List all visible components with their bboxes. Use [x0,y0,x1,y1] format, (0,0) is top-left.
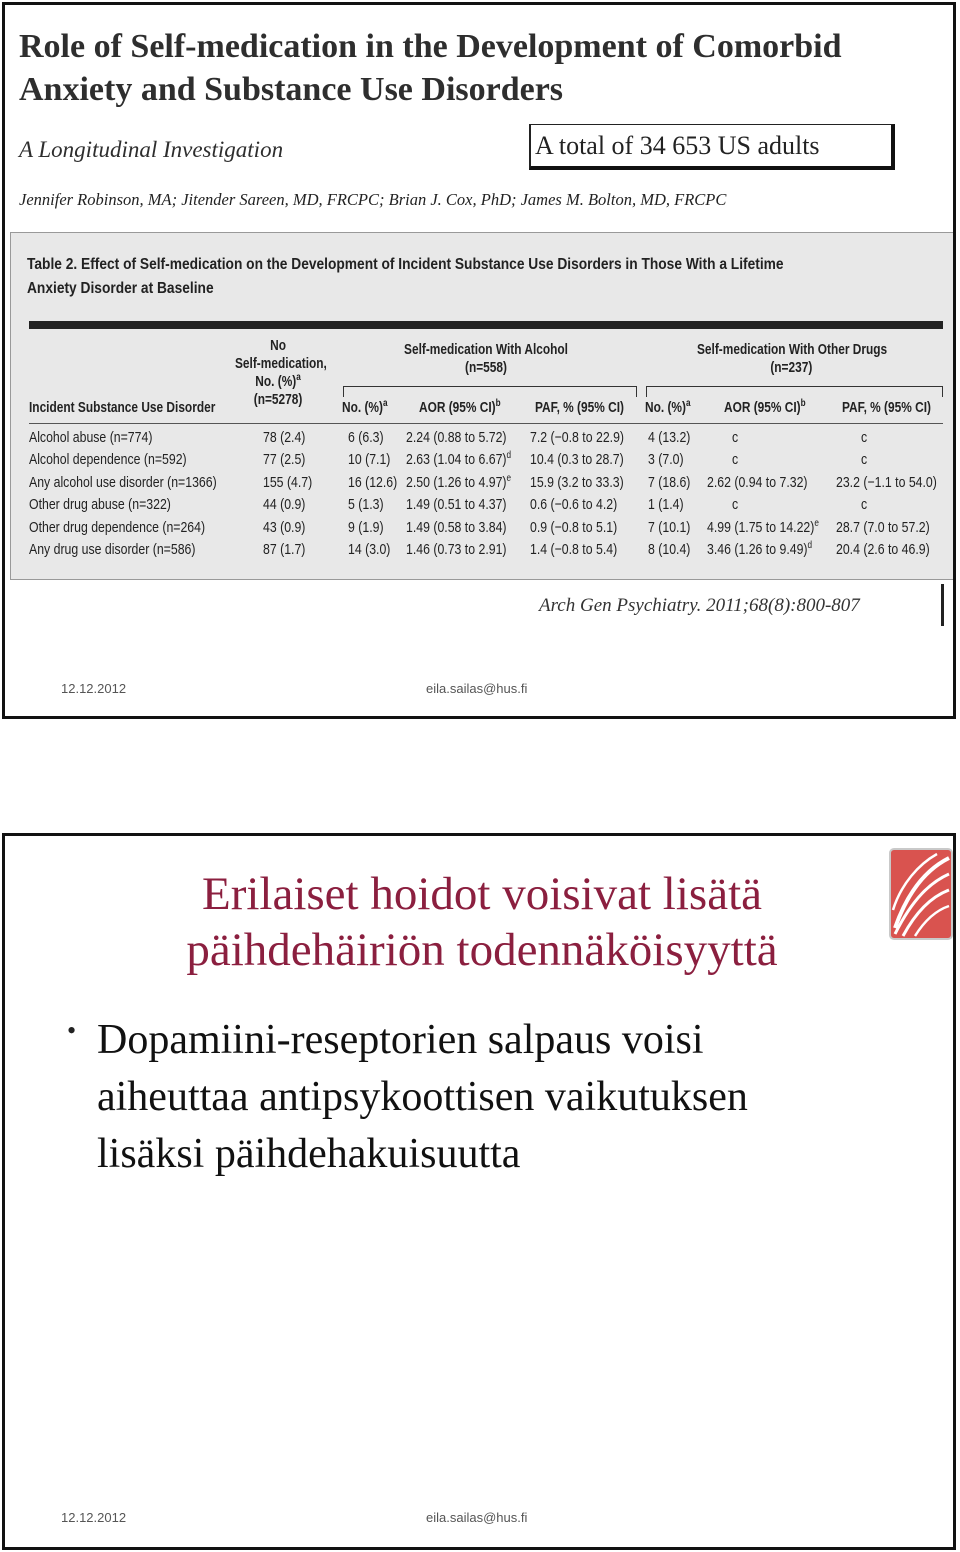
table-cell-a-paf: 10.4 (0.3 to 28.7) [530,451,624,469]
table-cell-none: 43 (0.9) [263,518,306,536]
table-cell-d-paf: 20.4 (2.6 to 46.9) [836,541,930,558]
table-cell-d-no: 7 (18.6) [648,473,691,491]
table-cell-a-no: 14 (3.0) [348,541,391,558]
table-cell-d-aor: 2.62 (0.94 to 7.32) [707,473,808,491]
header-drugs-paf: PAF, % (95% CI) [842,400,931,416]
article-title: Role of Self-medication in the Development of Comorbid Anxiety and Substance Use Disorders [19,28,842,108]
header-alcohol-no: No. (%)$^a$ [342,398,388,416]
table-cell-d-no: 1 (1.4) [648,496,684,514]
bullet-marker: • [67,1016,77,1045]
table-cell-a-aor: 2.50 (1.26 to 4.97)$^e$ [406,472,512,491]
table-top-rule [29,321,943,329]
table-cell-d-paf: c [861,451,868,469]
bullet-line-3: lisäksi päihdehakuisuutta [97,1131,521,1177]
header-no-selfmed: No Self-medication, No. (%)$^a$ (n=5278) [235,338,327,408]
bullet-line-1: Dopamiini-reseptorien salpaus voisi [97,1017,704,1063]
table-cell-label: Other drug dependence (n=264) [29,518,206,536]
table-cell-d-paf: c [861,496,868,514]
slide-title-line-1: Erilaiset hoidot voisivat lisätä [202,868,762,920]
table-cell-a-no: 16 (12.6) [348,473,398,491]
table-cell-a-no: 5 (1.3) [348,496,384,514]
bracket-alcohol [343,386,637,397]
table-panel [10,232,954,580]
table-cell-label: Any drug use disorder (n=586) [29,541,196,558]
table-cell-a-aor: 1.46 (0.73 to 2.91) [406,541,507,558]
slide-title [5,866,956,978]
footer-email: eila.sailas@hus.fi [426,681,528,696]
table-cell-none: 44 (0.9) [263,496,306,514]
slide-2 [2,833,956,1550]
slide-title-line-2: päihdehäiriön todennäköisyyttä [186,924,778,976]
table-cell-d-aor: c [732,429,739,446]
table-cell-d-no: 8 (10.4) [648,541,691,558]
table-cell-label: Alcohol dependence (n=592) [29,451,187,469]
footer-email: eila.sailas@hus.fi [426,1510,528,1525]
table-cell-d-aor: c [732,451,739,469]
table-cell-a-paf: 0.6 (−0.6 to 4.2) [530,496,618,514]
table-header-rule [29,423,943,424]
table-cell-a-paf: 1.4 (−0.8 to 5.4) [530,541,618,558]
table-cell-a-paf: 0.9 (−0.8 to 5.1) [530,518,618,536]
table-cell-label: Any alcohol use disorder (n=1366) [29,473,217,491]
table-caption: Table 2. Effect of Self-medication on the Development of Incident Substance Use Disorders in Those With a Lifetime Anxiety Disorder at Baseline [27,256,784,297]
header-group-alcohol: Self-medication With Alcohol (n=558) [404,342,568,376]
header-incident-disorder: Incident Substance Use Disorder [29,400,216,416]
table-cell-label: Alcohol abuse (n=774) [29,429,153,446]
table-cell-a-no: 6 (6.3) [348,429,384,446]
table-cell-none: 77 (2.5) [263,451,306,469]
bracket-drugs [646,386,943,397]
slide-1 [2,2,956,719]
citation-bar [941,584,944,626]
header-drugs-aor: AOR (95% CI)$^b$ [724,398,806,416]
table-cell-d-paf: 23.2 (−1.1 to 54.0) [836,473,937,491]
table-cell-none: 87 (1.7) [263,541,306,558]
table-cell-a-paf: 15.9 (3.2 to 33.3) [530,473,624,491]
table-cell-d-no: 7 (10.1) [648,518,691,536]
hospital-logo-icon [889,848,953,940]
header-group-drugs: Self-medication With Other Drugs (n=237) [697,342,888,376]
table-cell-label: Other drug abuse (n=322) [29,496,171,514]
table-cell-a-paf: 7.2 (−0.8 to 22.9) [530,429,625,446]
table-cell-a-aor: 1.49 (0.58 to 3.84) [406,518,507,536]
table-cell-d-paf: c [861,429,868,446]
table-cell-d-no: 3 (7.0) [648,451,684,469]
article-subtitle: A Longitudinal Investigation [19,137,284,162]
table-cell-a-no: 9 (1.9) [348,518,384,536]
bullet-text [97,1012,917,1183]
header-alcohol-aor: AOR (95% CI)$^b$ [419,398,501,416]
table-cell-d-paf: 28.7 (7.0 to 57.2) [836,518,930,536]
table-cell-a-no: 10 (7.1) [348,451,391,469]
table-cell-a-aor: 2.63 (1.04 to 6.67)$^d$ [406,450,512,469]
table-cell-d-aor: 4.99 (1.75 to 14.22)$^e$ [707,517,819,536]
table-cell-d-aor: c [732,496,739,514]
table-cell-a-aor: 2.24 (0.88 to 5.72) [406,429,507,446]
journal-citation: Arch Gen Psychiatry. 2011;68(8):800-807 [539,595,860,616]
header-alcohol-paf: PAF, % (95% CI) [535,400,624,416]
bullet-line-2: aiheuttaa antipsykoottisen vaikutuksen [97,1074,748,1120]
table-cell-none: 78 (2.4) [263,429,306,446]
header-drugs-no: No. (%)$^a$ [645,398,691,416]
table-cell-none: 155 (4.7) [263,473,313,491]
footer-date: 12.12.2012 [61,681,127,696]
table-cell-d-aor: 3.46 (1.26 to 9.49)$^d$ [707,540,813,558]
footer-date: 12.12.2012 [61,1510,127,1525]
article-authors: Jennifer Robinson, MA; Jitender Sareen, MD, FRCPC; Brian J. Cox, PhD; James M. Bolton, MD, FRCPC [19,190,727,209]
table-cell-d-no: 4 (13.2) [648,429,691,446]
total-adults-box: A total of 34 653 US adults [529,124,895,170]
table-cell-a-aor: 1.49 (0.51 to 4.37) [406,496,507,514]
